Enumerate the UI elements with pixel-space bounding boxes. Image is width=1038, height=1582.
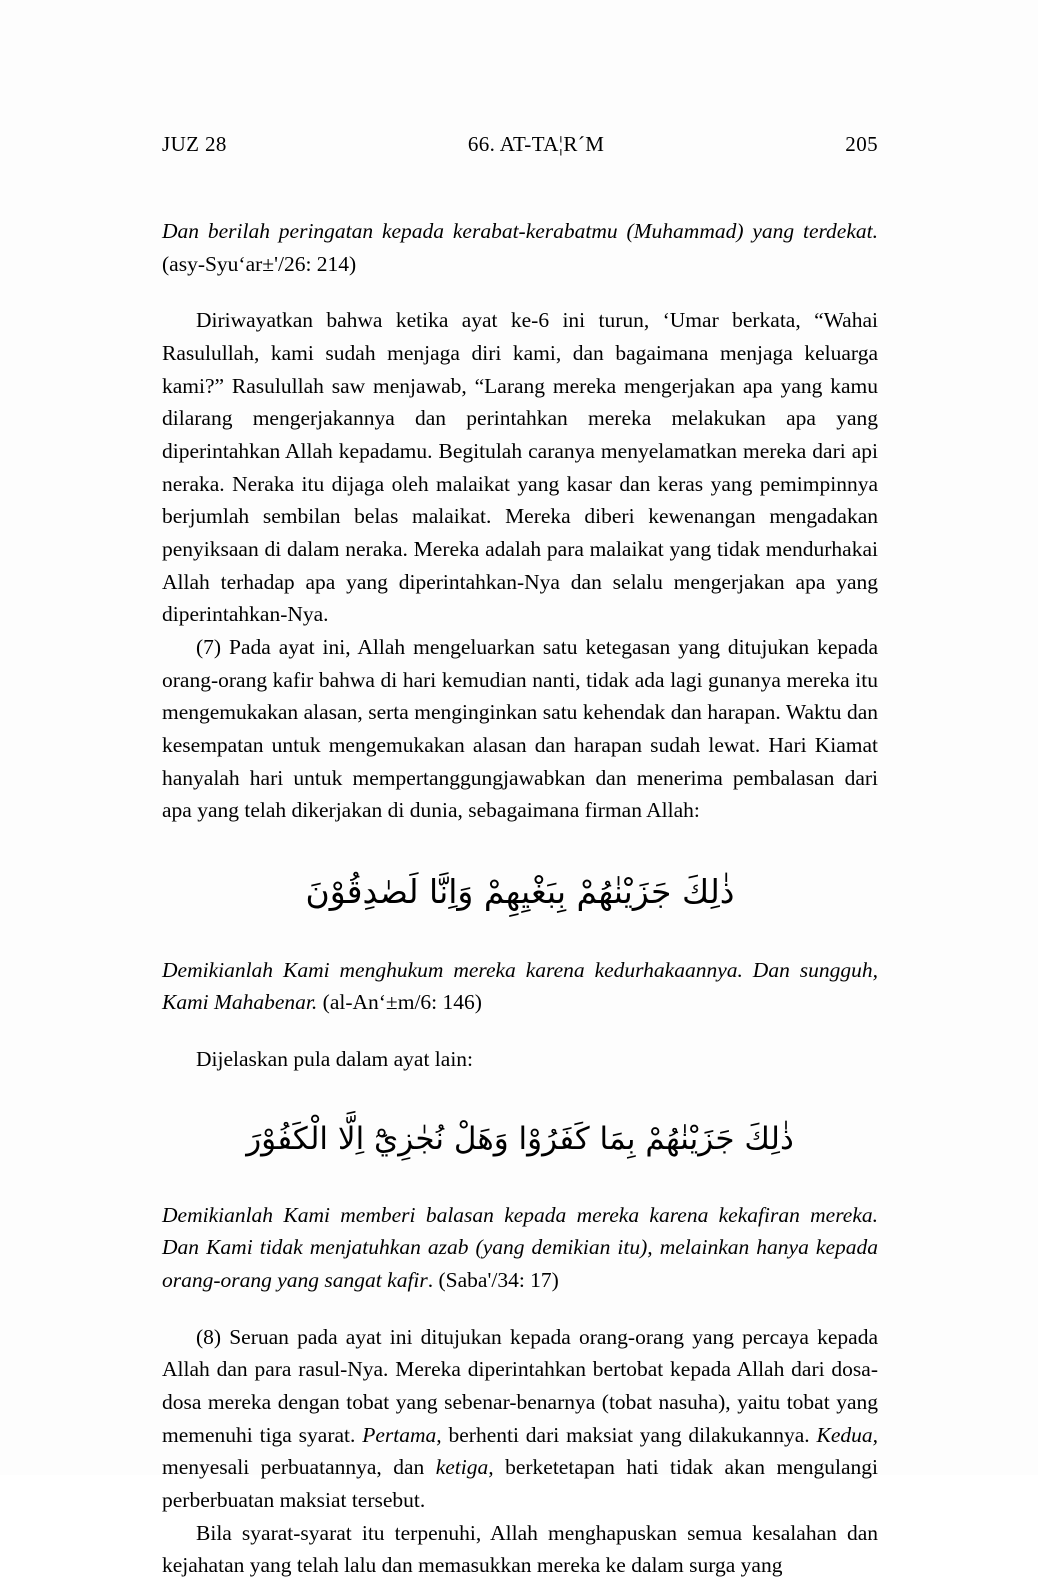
quote-3-reference: . (Saba'/34: 17): [427, 1268, 559, 1293]
header-juz: JUZ 28: [162, 132, 227, 156]
quote-3-text: Demikianlah Kami memberi balasan kepada mereka karena kekafiran mereka. Dan Kami tidak menjatuhkan azab (yang demikian itu), melainkan hanya kepada orang-orang yang sangat kafir: [162, 1202, 878, 1293]
quote-1-text: Dan berilah peringatan kepada kerabat-kerabatmu (Muhammad) yang terdekat.: [162, 219, 878, 243]
quote-1-reference: (asy-Syu‘ar±'/26: 214): [162, 251, 357, 276]
paragraph-4-part-1: (8) Seruan pada ayat ini ditujukan kepada orang-orang yang percaya kepada Allah dan para rasul-Nya. Mereka diperintahkan bertobat kepada Allah dari dosa-dosa mereka dengan tobat yang sebenar-benarnya (tobat nasuha), yaitu tobat yang memenuhi tiga syarat.: [162, 1324, 878, 1447]
emphasis-kedua: Kedua,: [816, 1422, 878, 1447]
arabic-verse-1: ذٰلِكَ جَزَيْنٰهُمْ بِبَغْيِهِمْ وَاِنَّا لَصٰدِقُوْنَ: [305, 872, 735, 912]
paragraph-4-part-3: menyesali perbuatannya, dan: [162, 1455, 436, 1480]
page-header: [162, 132, 878, 157]
paragraph-1: Diriwayatkan bahwa ketika ayat ke-6 ini turun, ‘Umar berkata, “Wahai Rasulullah, kami sudah menjaga diri kami, dan bagaimana menjaga keluarga kami?” Rasulullah saw menjawab, “Larang mereka mengerjakan apa yang kamu dilarang mengerjakannya dan perintahkan mereka melakukan apa yang diperintahkan Allah kepadamu. Begitulah caranya menyelamatkan mereka dari api neraka. Neraka itu dijaga oleh malaikat yang kasar dan keras yang pemimpinnya berjumlah sembilan belas malaikat. Mereka diberi kewenangan mengadakan penyiksaan di dalam neraka. Mereka adalah para malaikat yang tidak mendurhakai Allah terhadap apa yang diperintahkan-Nya dan selalu mengerjakan apa yang diperintahkan-Nya.: [162, 308, 878, 627]
page-content: [162, 132, 878, 1582]
quote-2-reference: (al-An‘±m/6: 146): [317, 990, 482, 1015]
emphasis-ketiga: ketiga,: [435, 1455, 494, 1480]
paragraph-3: Dijelaskan pula dalam ayat lain:: [196, 1047, 474, 1072]
paragraph-4: [162, 1321, 878, 1517]
paragraph-4-part-4: berketetapan hati tidak akan mengulangi perberbuatan maksiat tersebut.: [162, 1455, 878, 1513]
quote-2-text: Demikianlah Kami menghukum mereka karena kedurhakaannya. Dan sungguh, Kami Mahabenar.: [162, 957, 878, 1015]
paragraph-2: (7) Pada ayat ini, Allah mengeluarkan satu ketegasan yang ditujukan kepada orang-orang kafir bahwa di hari kemudian nanti, tidak ada lagi gunanya mereka itu mengemukakan alasan, serta menginginkan satu kehendak dan harapan. Waktu dan kesempatan untuk mengemukakan alasan dan harapan sudah lewat. Hari Kiamat hanyalah hari untuk mempertanggungjawabkan dan menerima pembalasan dari apa yang telah dikerjakan di dunia, sebagaimana firman Allah:: [162, 635, 878, 823]
quote-block-1: [162, 215, 878, 280]
arabic-verse-2: ذٰلِكَ جَزَيْنٰهُمْ بِمَا كَفَرُوْا وَهَلْ نُجٰزِيْٓ اِلَّا الْكَفُوْرَ: [246, 1120, 794, 1157]
page-number: 205: [845, 132, 878, 156]
paragraph-5: Bila syarat-syarat itu terpenuhi, Allah menghapuskan semua kesalahan dan kejahatan yang telah lalu dan memasukkan mereka ke dalam surga yang: [162, 1520, 878, 1578]
paragraph-4-part-2: berhenti dari maksiat yang dilakukannya.: [441, 1422, 817, 1447]
quote-block-3: [162, 1199, 878, 1297]
quote-block-2: [162, 954, 878, 1019]
emphasis-pertama: Pertama,: [362, 1422, 442, 1447]
header-surah-title: 66. AT-TA¦R´M: [467, 132, 605, 156]
